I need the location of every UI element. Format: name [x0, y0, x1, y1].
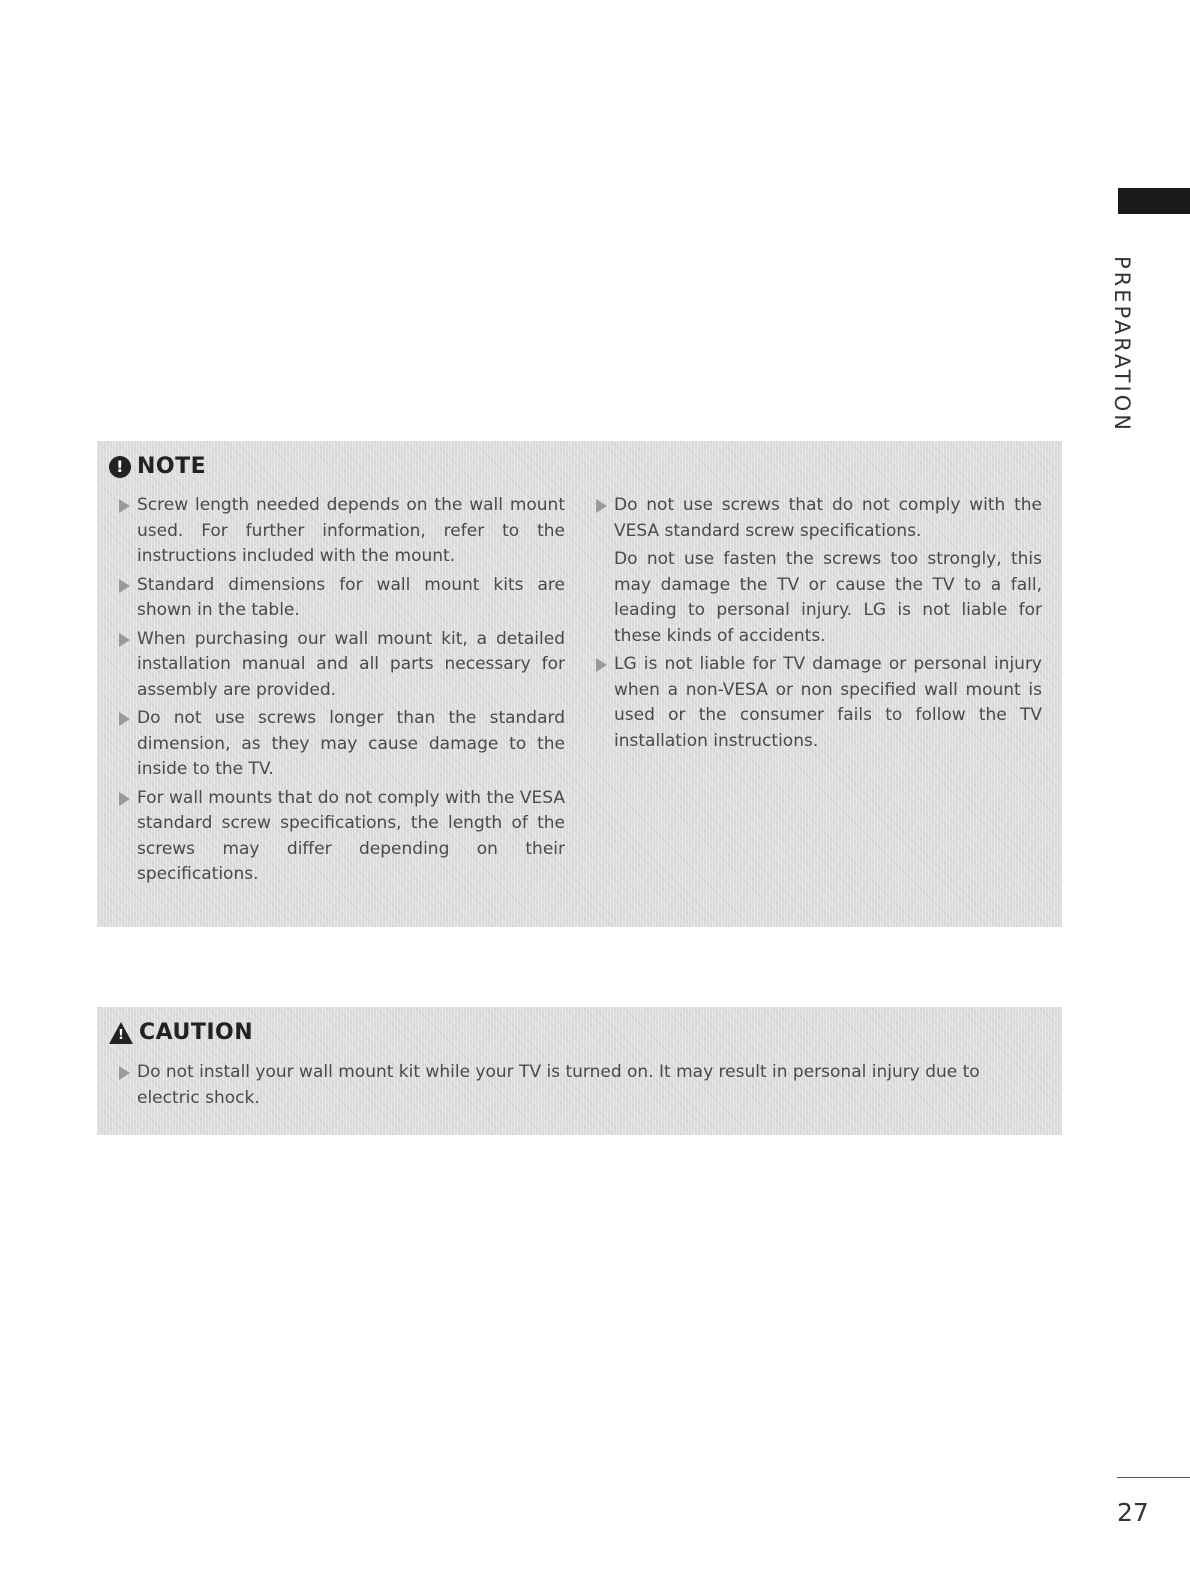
note-paragraph: Do not use fasten the screws too strongly, this may damage the TV or cause the TV to a fall, leading to personal injury. LG is not liable for these kinds of accidents. [614, 549, 1042, 646]
note-item: Do not use screws that do not comply with the VESA standard screw specifications. [594, 493, 1042, 544]
bullet-arrow-icon [596, 499, 607, 513]
note-item: When purchasing our wall mount kit, a detailed installation manual and all parts necessary for assembly are provided. [117, 627, 565, 704]
note-header [109, 454, 206, 479]
note-item: For wall mounts that do not comply with the VESA standard screw specifications, the length of the screws may differ depending on their specifications. [117, 786, 565, 888]
bullet-arrow-icon [119, 499, 130, 513]
caution-header [109, 1020, 253, 1045]
section-label: PREPARATION [1110, 256, 1134, 433]
note-item: LG is not liable for TV damage or personal injury when a non-VESA or non specified wall mount is used or the consumer fails to follow the TV installation instructions. [594, 652, 1042, 754]
caution-item: Do not install your wall mount kit while your TV is turned on. It may result in personal injury due to electric shock. [117, 1060, 1042, 1111]
note-left-column [117, 493, 565, 891]
caution-box [97, 1007, 1062, 1135]
bullet-arrow-icon [119, 1066, 130, 1080]
page-number: 27 [1117, 1498, 1149, 1527]
note-item: Standard dimensions for wall mount kits are shown in the table. [117, 573, 565, 624]
note-item: Screw length needed depends on the wall mount used. For further information, refer to the instructions included with the mount. [117, 493, 565, 570]
bullet-arrow-icon [119, 633, 130, 647]
info-icon: ! [109, 456, 131, 478]
note-title: NOTE [137, 454, 207, 479]
caution-title: CAUTION [139, 1020, 254, 1045]
note-item: Do not use screws longer than the standard dimension, as they may cause damage to the inside to the TV. [117, 706, 565, 783]
note-right-column [594, 493, 1042, 757]
bullet-arrow-icon [596, 658, 607, 672]
warning-triangle-icon: ! [109, 1022, 133, 1044]
section-tab-marker [1118, 188, 1190, 214]
bullet-arrow-icon [119, 712, 130, 726]
caution-body [117, 1060, 1042, 1111]
bullet-arrow-icon [119, 792, 130, 806]
bullet-arrow-icon [119, 579, 130, 593]
page-number-rule [1117, 1477, 1190, 1478]
note-box [97, 441, 1062, 927]
